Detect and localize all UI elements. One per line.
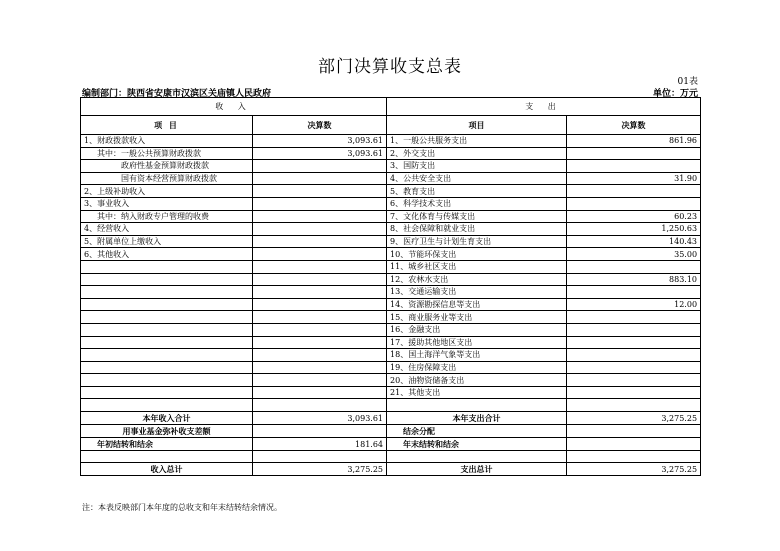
expense-item-cell: 8、社会保障和就业支出 [387, 223, 567, 236]
table-row [81, 349, 701, 362]
expense-item-cell: 1、一般公共服务支出 [387, 135, 567, 148]
expense-item-cell: 15、商业服务业等支出 [387, 311, 567, 324]
table-row [81, 260, 701, 273]
org-label: 编制部门：陕西省安康市汉滨区关庙镇人民政府 [82, 89, 272, 99]
balance-row [81, 438, 701, 451]
table-row [81, 323, 701, 336]
expense-amount-cell [567, 374, 701, 387]
income-amount-cell [253, 160, 387, 173]
income-amount-cell [253, 286, 387, 299]
expense-amount-cell: 861.96 [567, 135, 701, 148]
expense-item-cell: 19、住房保障支出 [387, 361, 567, 374]
expense-amount-cell: 35.00 [567, 248, 701, 261]
grand-income-label: 收入总计 [81, 463, 253, 476]
income-amount-cell [253, 172, 387, 185]
column-header-row [81, 116, 701, 135]
expense-item-cell: 7、文化体育与传媒支出 [387, 210, 567, 223]
income-item-cell [81, 298, 253, 311]
income-amount-cell [253, 235, 387, 248]
income-total-value: 3,093.61 [253, 412, 387, 425]
table-row [81, 147, 701, 160]
income-item-cell [81, 336, 253, 349]
grand-expense-value: 3,275.25 [567, 463, 701, 476]
income-item-cell: 1、财政拨款收入 [81, 135, 253, 148]
income-amount-cell [253, 185, 387, 198]
expense-amount-cell [567, 197, 701, 210]
income-section-title: 收 入 [81, 98, 387, 116]
income-amount-cell [253, 349, 387, 362]
expense-amount-cell [567, 185, 701, 198]
income-total-label: 本年收入合计 [81, 412, 253, 425]
table-row [81, 235, 701, 248]
fund-value [253, 425, 387, 438]
expense-item-cell: 10、节能环保支出 [387, 248, 567, 261]
expense-item-cell: 18、国土海洋气象等支出 [387, 349, 567, 362]
table-row [81, 298, 701, 311]
income-item-cell [81, 399, 253, 412]
income-item-cell [81, 374, 253, 387]
income-amount-cell [253, 298, 387, 311]
table-row [81, 223, 701, 236]
expense-item-cell: 4、公共安全支出 [387, 172, 567, 185]
income-amount-cell [253, 399, 387, 412]
table-row [81, 286, 701, 299]
table-row [81, 197, 701, 210]
income-amount-cell [253, 311, 387, 324]
income-item-cell: 5、附属单位上缴收入 [81, 235, 253, 248]
income-item-cell: 6、其他收入 [81, 248, 253, 261]
income-amount-cell [253, 210, 387, 223]
income-item-cell: 政府性基金预算财政拨款 [81, 160, 253, 173]
income-amount-cell [253, 374, 387, 387]
income-amount-cell [253, 336, 387, 349]
table-row [81, 386, 701, 399]
expense-amount-cell [567, 386, 701, 399]
expense-amount-cell: 31.90 [567, 172, 701, 185]
income-amount-cell: 3,093.61 [253, 147, 387, 160]
income-amount-cell [253, 248, 387, 261]
fund-label: 用事业基金弥补收支差额 [81, 425, 253, 438]
expense-amount-cell [567, 311, 701, 324]
income-amount-cell [253, 323, 387, 336]
expense-item-cell: 20、油物资储备支出 [387, 374, 567, 387]
income-item-cell: 2、上级补助收入 [81, 185, 253, 198]
income-item-cell: 其中：一般公共预算财政拨款 [81, 147, 253, 160]
income-amount-cell [253, 361, 387, 374]
income-amount-cell [253, 197, 387, 210]
income-item-cell [81, 323, 253, 336]
expense-amount-cell [567, 336, 701, 349]
expense-amount-cell [567, 147, 701, 160]
section-header-row [81, 98, 701, 116]
surplus-dist-label: 结余分配 [387, 425, 567, 438]
end-balance-value [567, 438, 701, 451]
income-item-cell [81, 286, 253, 299]
expense-item-cell: 6、科学技术支出 [387, 197, 567, 210]
expense-total-value: 3,275.25 [567, 412, 701, 425]
income-amount-header: 决算数 [253, 116, 387, 135]
fund-row [81, 425, 701, 438]
table-body [81, 135, 701, 412]
table-row [81, 172, 701, 185]
table-row [81, 399, 701, 412]
surplus-dist-value [567, 425, 701, 438]
table-row [81, 135, 701, 148]
expense-item-cell: 16、金融支出 [387, 323, 567, 336]
expense-item-cell: 17、援助其他地区支出 [387, 336, 567, 349]
blank-row [81, 451, 701, 463]
income-item-cell [81, 349, 253, 362]
income-item-cell [81, 273, 253, 286]
income-amount-cell: 3,093.61 [253, 135, 387, 148]
table-row [81, 210, 701, 223]
income-item-cell [81, 311, 253, 324]
expense-item-cell: 12、农林水支出 [387, 273, 567, 286]
expense-amount-cell [567, 349, 701, 362]
income-item-cell [81, 260, 253, 273]
expense-item-cell: 11、城乡社区支出 [387, 260, 567, 273]
table-row [81, 311, 701, 324]
expense-item-cell: 13、交通运输支出 [387, 286, 567, 299]
table-row [81, 374, 701, 387]
table-row [81, 248, 701, 261]
income-item-cell: 国有资本经营预算财政拨款 [81, 172, 253, 185]
grand-total-row [81, 463, 701, 476]
income-amount-cell [253, 386, 387, 399]
grand-income-value: 3,275.25 [253, 463, 387, 476]
begin-balance-label: 年初结转和结余 [81, 438, 253, 451]
expense-item-cell [387, 399, 567, 412]
table-row [81, 273, 701, 286]
expense-item-cell: 9、医疗卫生与计划生育支出 [387, 235, 567, 248]
expense-item-cell: 14、资源勘探信息等支出 [387, 298, 567, 311]
expense-amount-cell [567, 286, 701, 299]
expense-amount-cell [567, 323, 701, 336]
expense-item-cell: 3、国防支出 [387, 160, 567, 173]
expense-amount-cell [567, 160, 701, 173]
unit-label: 单位：万元 [652, 89, 698, 99]
expense-item-cell: 21、其他支出 [387, 386, 567, 399]
expense-item-header: 项目 [387, 116, 567, 135]
table-row [81, 160, 701, 173]
expense-amount-cell [567, 399, 701, 412]
grand-expense-label: 支出总计 [387, 463, 567, 476]
income-item-cell: 其中：纳入财政专户管理的收费 [81, 210, 253, 223]
end-balance-label: 年末结转和结余 [387, 438, 567, 451]
expense-section-title: 支 出 [387, 98, 701, 116]
expense-amount-cell: 1,250.63 [567, 223, 701, 236]
table-row [81, 185, 701, 198]
form-code: 01表 [677, 77, 698, 87]
expense-item-cell: 5、教育支出 [387, 185, 567, 198]
table-row [81, 336, 701, 349]
expense-amount-cell: 883.10 [567, 273, 701, 286]
expense-amount-header: 决算数 [567, 116, 701, 135]
expense-total-label: 本年支出合计 [387, 412, 567, 425]
income-item-cell: 3、事业收入 [81, 197, 253, 210]
report-title: 部门决算收支总表 [318, 57, 462, 77]
expense-amount-cell [567, 361, 701, 374]
income-amount-cell [253, 273, 387, 286]
income-item-cell [81, 361, 253, 374]
expense-amount-cell: 140.43 [567, 235, 701, 248]
expense-item-cell: 2、外交支出 [387, 147, 567, 160]
expense-amount-cell: 12.00 [567, 298, 701, 311]
footnote: 注：本表反映部门本年度的总收支和年末结转结余情况。 [82, 503, 282, 512]
expense-amount-cell [567, 260, 701, 273]
income-item-cell [81, 386, 253, 399]
income-item-cell: 4、经营收入 [81, 223, 253, 236]
income-amount-cell [253, 223, 387, 236]
begin-balance-value: 181.64 [253, 438, 387, 451]
annual-total-row [81, 412, 701, 425]
expense-amount-cell: 60.23 [567, 210, 701, 223]
income-item-header: 项 目 [81, 116, 253, 135]
table-row [81, 361, 701, 374]
income-amount-cell [253, 260, 387, 273]
income-expense-table [80, 97, 701, 476]
